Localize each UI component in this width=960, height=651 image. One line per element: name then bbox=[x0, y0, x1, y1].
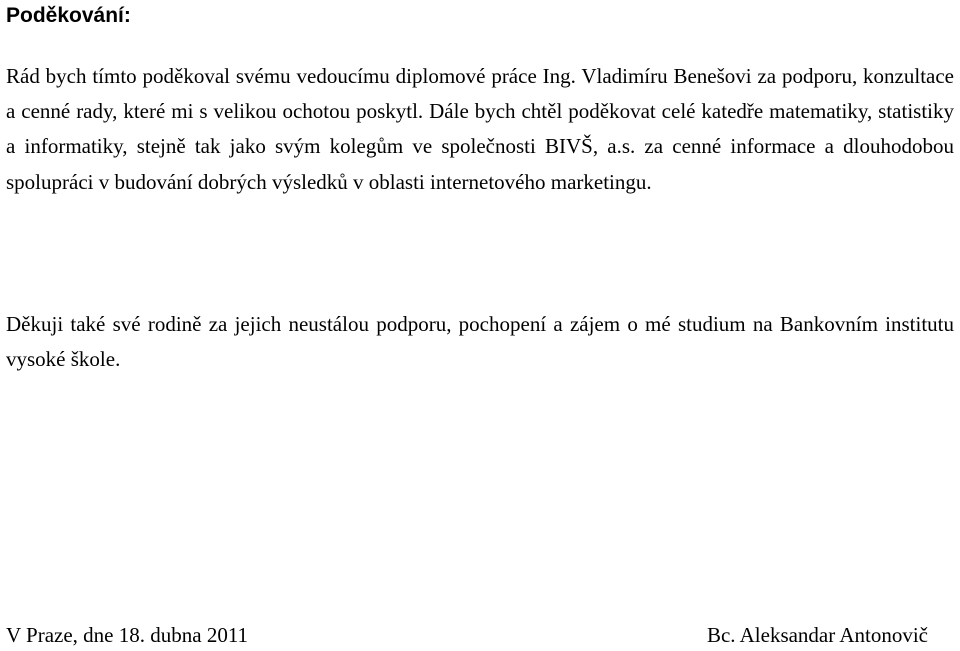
document-page bbox=[6, 0, 954, 651]
signature-line bbox=[6, 621, 928, 649]
acknowledgement-paragraph-2: Děkuji také své rodině za jejich neustálou podporu, pochopení a zájem o mé studium na Bankovním institutu vysoké škole. bbox=[6, 312, 954, 372]
author-name: Bc. Aleksandar Antonovič bbox=[706, 623, 928, 647]
acknowledgement-paragraph-1: Rád bych tímto poděkoval svému vedoucímu diplomové práce Ing. Vladimíru Benešovi za podporu, konzultace a cenné rady, které mi s velikou ochotou poskytl. Dále bych chtěl poděkovat celé katedře matematiky, statistiky a informatiky, stejně tak jako svým kolegům ve společnosti BIVŠ, a.s. za cenné informace a dlouhodobou spolupráci v budování dobrých výsledků v oblasti internetového marketingu. bbox=[6, 64, 954, 194]
place-and-date: V Praze, dne 18. dubna 2011 bbox=[6, 623, 249, 647]
acknowledgement-heading: Poděkování: bbox=[6, 4, 131, 27]
